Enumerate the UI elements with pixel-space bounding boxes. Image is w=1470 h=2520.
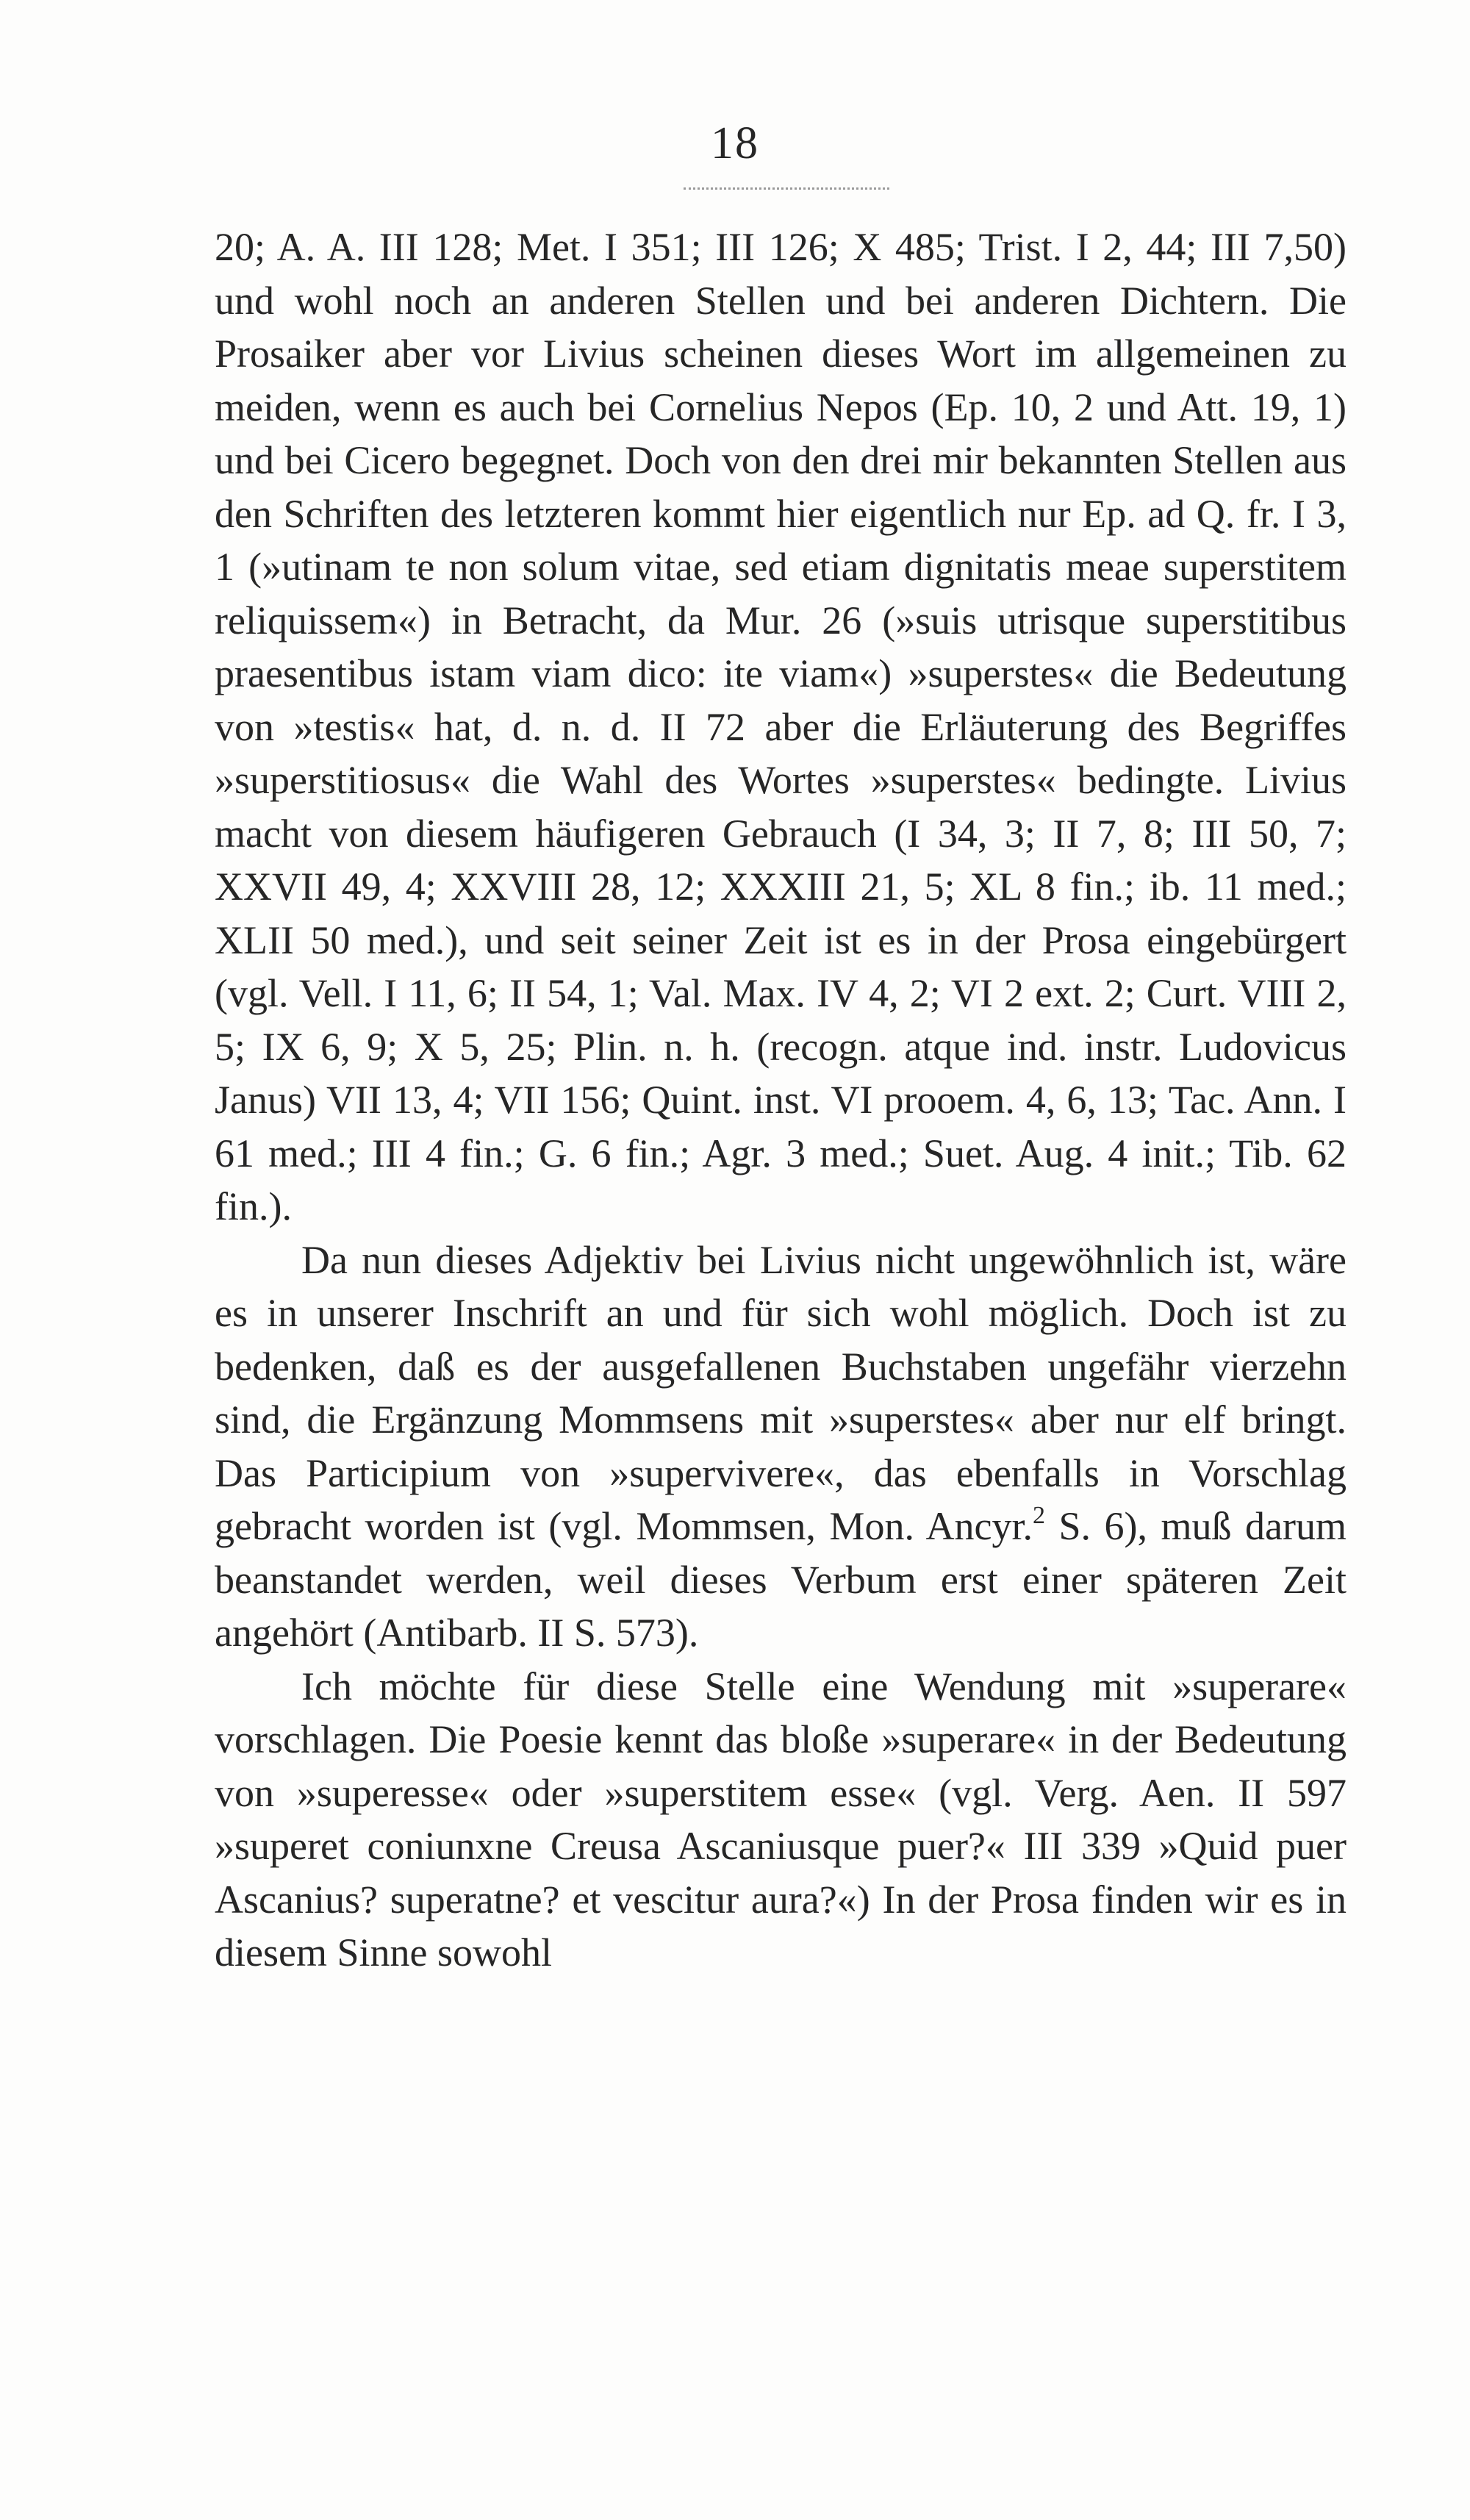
footnote-superscript: 2 <box>1032 1502 1045 1529</box>
paragraph-2-text-after: S. 6), muß darum beanstandet werden, weil dieses Verbum erst einer späteren Zeit angehört (Antibarb. II S. 573). <box>215 1504 1347 1655</box>
paragraph-2-text-before: Da nun dieses Adjektiv bei Livius nicht ungewöhnlich ist, wäre es in unserer Inschrift an und für sich wohl möglich. Doch ist zu bedenken, daß es der ausgefallenen Buchstaben ungefähr vierzehn sind, die Ergänzung Mommsens mit »superstes« aber nur elf bringt. Das Participium von »supervivere«, das ebenfalls in Vorschlag gebracht worden ist (vgl. Mommsen, Mon. Ancyr. <box>215 1237 1347 1548</box>
paragraph-3: Ich möchte für diese Stelle eine Wendung mit »superare« vorschlagen. Die Poesie kennt das bloße »superare« in der Bedeutung von »superesse« oder »superstitem esse« (vgl. Verg. Aen. II 597 »superet coniunxne Creusa Ascaniusque puer?« III 339 »Quid puer Ascanius? superatne? et vescitur aura?«) In der Prosa finden wir es in diesem Sinne sowohl <box>215 1664 1347 1975</box>
paragraph-1: 20; A. A. III 128; Met. I 351; III 126; X 485; Trist. I 2, 44; III 7,50) und wohl noch an anderen Stellen und bei anderen Dichtern. Die Prosaiker aber vor Livius scheinen dieses Wort im allgemeinen zu meiden, wenn es auch bei Cornelius Nepos (Ep. 10, 2 und Att. 19, 1) und bei Cicero begegnet. Doch von den drei mir bekannten Stellen aus den Schriften des letzteren kommt hier eigentlich nur Ep. ad Q. fr. I 3, 1 (»utinam te non solum vitae, sed etiam dignitatis meae superstitem reliquissem«) in Betracht, da Mur. 26 (»suis utrisque superstitibus praesentibus istam viam dico: ite viam«) »superstes« die Bedeutung von »testis« hat, d. n. d. II 72 aber die Erläuterung des Begriffes »superstitiosus« die Wahl des Wortes »superstes« bedingte. Livius macht von diesem häufigeren Gebrauch (I 34, 3; II 7, 8; III 50, 7; XXVII 49, 4; XXVIII 28, 12; XXXIII 21, 5; XL 8 fin.; ib. 11 med.; XLII 50 med.), und seit seiner Zeit ist es in der Prosa eingebürgert (vgl. Vell. I 11, 6; II 54, 1; Val. Max. IV 4, 2; VI 2 ext. 2; Curt. VIII 2, 5; IX 6, 9; X 5, 25; Plin. n. h. (recogn. atque ind. instr. Ludovicus Janus) VII 13, 4; VII 156; Quint. inst. VI prooem. 4, 6, 13; Tac. Ann. I 61 med.; III 4 fin.; G. 6 fin.; Agr. 3 med.; Suet. Aug. 4 init.; Tib. 62 fin.). <box>215 225 1347 1228</box>
header-rule <box>684 187 889 190</box>
page-number: 18 <box>711 118 759 168</box>
paragraph-2 <box>215 1234 1347 1660</box>
body-text <box>215 221 1347 1980</box>
